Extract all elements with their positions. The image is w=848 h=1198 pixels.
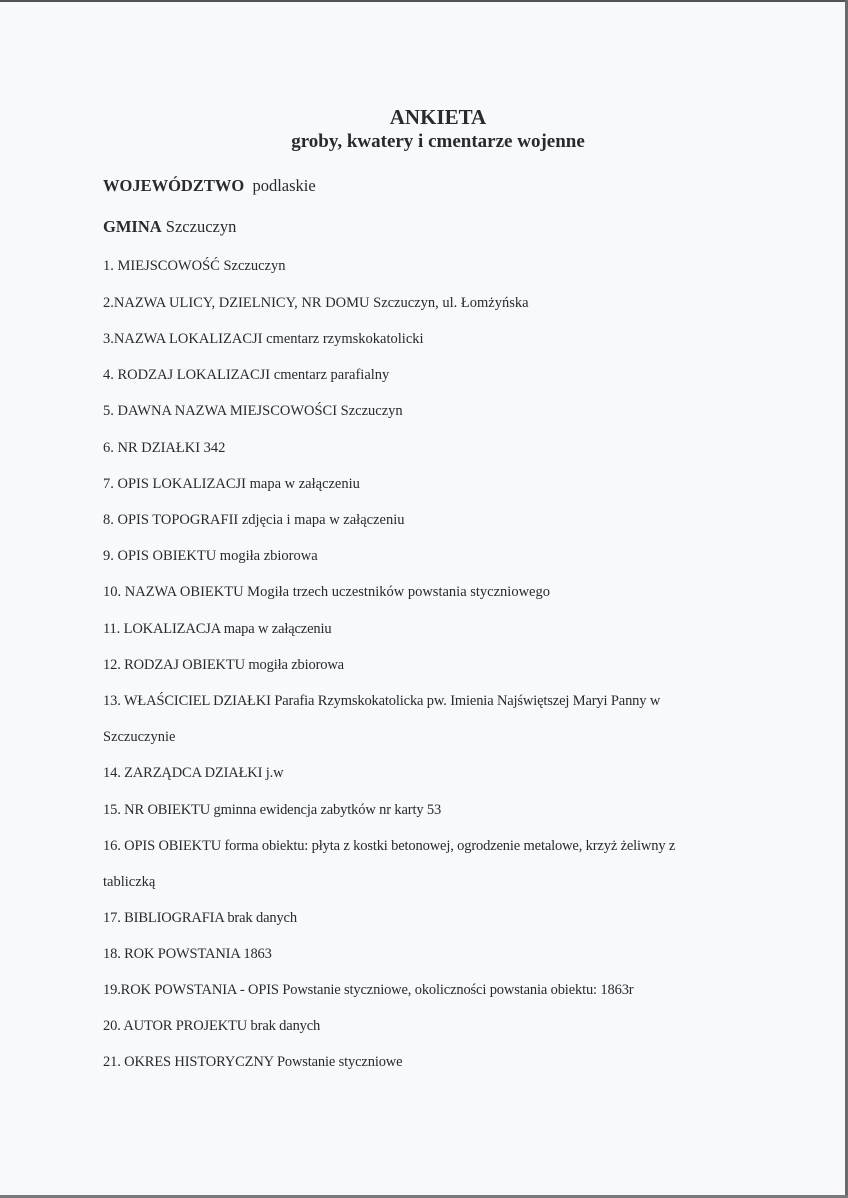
- document-title: ANKIETA: [389, 105, 487, 129]
- item-10: 10. NAZWA OBIEKTU Mogiła trzech uczestników powstania styczniowego: [103, 584, 550, 600]
- item-6: 6. NR DZIAŁKI 342: [103, 440, 226, 456]
- item-13-continuation: Szczuczynie: [103, 729, 176, 745]
- item-17: 17. BIBLIOGRAFIA brak danych: [103, 910, 297, 926]
- item-16-continuation: tabliczką: [103, 874, 156, 890]
- item-12: 12. RODZAJ OBIEKTU mogiła zbiorowa: [103, 657, 344, 673]
- field-label: WOJEWÓDZTWO: [103, 176, 245, 195]
- item-8: 8. OPIS TOPOGRAFII zdjęcia i mapa w załączeniu: [103, 512, 405, 528]
- document-subtitle: groby, kwatery i cmentarze wojenne: [291, 131, 585, 152]
- item-13: 13. WŁAŚCICIEL DZIAŁKI Parafia Rzymskokatolicka pw. Imienia Najświętszej Maryi Panny w: [103, 693, 661, 709]
- item-11: 11. LOKALIZACJA mapa w załączeniu: [103, 621, 332, 637]
- item-4: 4. RODZAJ LOKALIZACJI cmentarz parafialny: [103, 367, 390, 383]
- item-19: 19.ROK POWSTANIA - OPIS Powstanie styczniowe, okoliczności powstania obiektu: 1863r: [103, 982, 634, 998]
- item-21: 21. OKRES HISTORYCZNY Powstanie styczniowe: [103, 1054, 403, 1070]
- field-gmina: [103, 217, 236, 237]
- item-5: 5. DAWNA NAZWA MIEJSCOWOŚCI Szczuczyn: [103, 403, 403, 419]
- item-9: 9. OPIS OBIEKTU mogiła zbiorowa: [103, 548, 318, 564]
- field-value: podlaskie: [252, 176, 316, 195]
- item-3: 3.NAZWA LOKALIZACJI cmentarz rzymskokatolicki: [103, 331, 424, 347]
- item-14: 14. ZARZĄDCA DZIAŁKI j.w: [103, 765, 284, 781]
- field-wojewodztwo: [103, 176, 316, 196]
- item-16: 16. OPIS OBIEKTU forma obiektu: płyta z kostki betonowej, ogrodzenie metalowe, krzyż żeliwny z: [103, 838, 676, 854]
- item-20: 20. AUTOR PROJEKTU brak danych: [103, 1018, 321, 1034]
- item-2: 2.NAZWA ULICY, DZIELNICY, NR DOMU Szczuczyn, ul. Łomżyńska: [103, 295, 529, 311]
- field-label: GMINA: [103, 217, 162, 236]
- field-value: Szczuczyn: [165, 217, 237, 236]
- item-1: 1. MIEJSCOWOŚĆ Szczuczyn: [103, 258, 286, 274]
- item-18: 18. ROK POWSTANIA 1863: [103, 946, 272, 962]
- item-15: 15. NR OBIEKTU gminna ewidencja zabytków nr karty 53: [103, 802, 442, 818]
- item-7: 7. OPIS LOKALIZACJI mapa w załączeniu: [103, 476, 360, 492]
- scan-edge-top: [0, 0, 848, 2]
